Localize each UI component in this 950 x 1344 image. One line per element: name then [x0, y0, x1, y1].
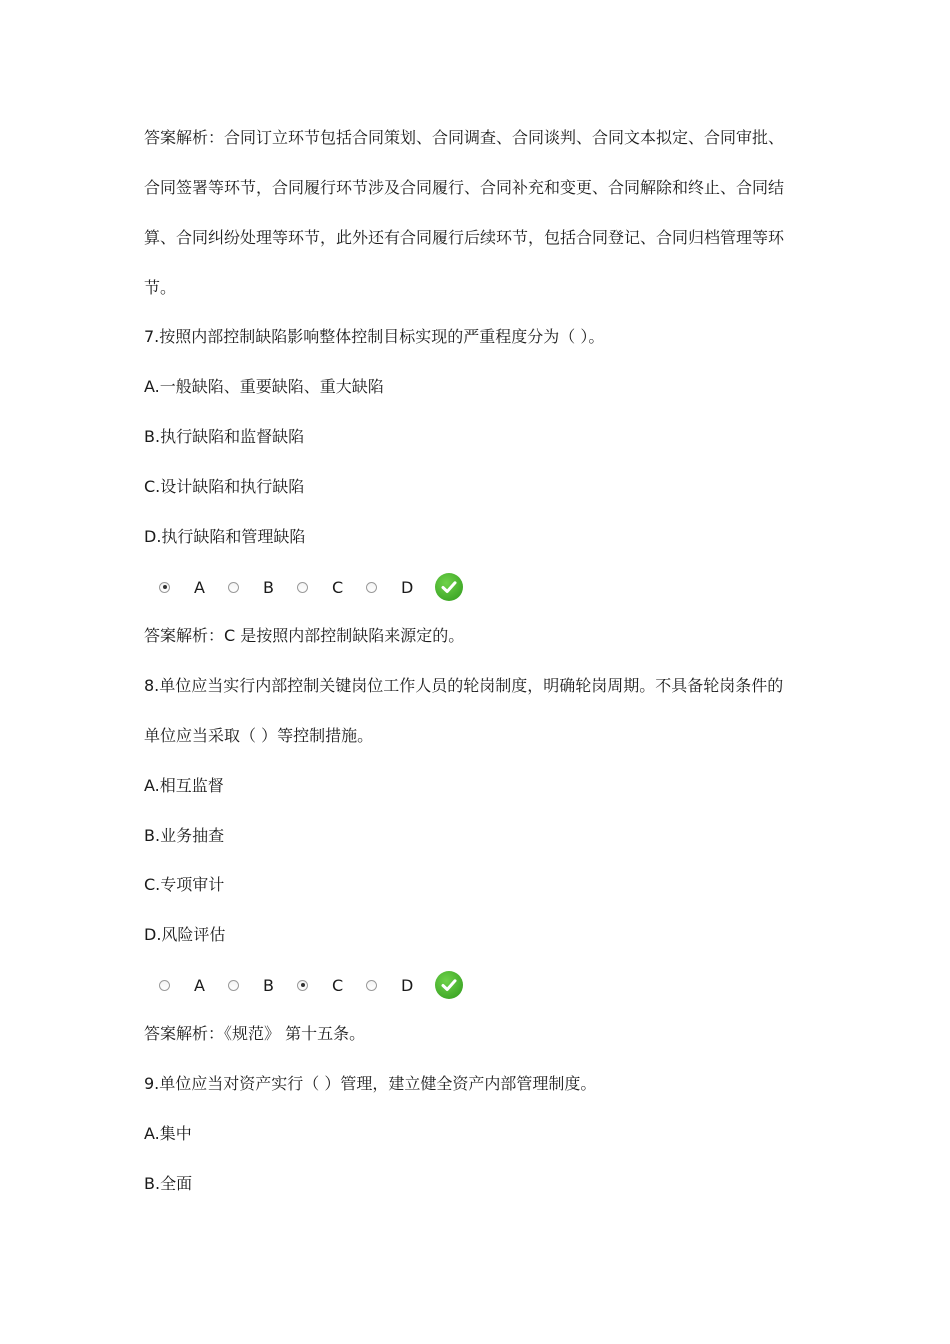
- radio-d[interactable]: [366, 980, 377, 991]
- choice-label: A: [194, 577, 205, 597]
- option-d: D.执行缺陷和管理缺陷: [144, 527, 306, 546]
- option-a: A.相互监督: [144, 776, 224, 795]
- option-a: A.集中: [144, 1124, 192, 1143]
- option-a: A.一般缺陷、重要缺陷、重大缺陷: [144, 377, 384, 396]
- question-stem: 9.单位应当对资产实行（ ）管理，建立健全资产内部管理制度。: [144, 1074, 597, 1093]
- analysis-line: 答案解析：合同订立环节包括合同策划、合同调查、合同谈判、合同文本拟定、合同审批、: [144, 128, 785, 147]
- choice-d[interactable]: [366, 976, 421, 995]
- radio-d[interactable]: [366, 582, 377, 593]
- choice-label: A: [194, 975, 205, 995]
- choice-a[interactable]: [159, 578, 214, 597]
- choice-label: C: [332, 975, 344, 995]
- choice-label: D: [401, 975, 414, 995]
- option-d: D.风险评估: [144, 925, 226, 944]
- radio-a[interactable]: [159, 980, 170, 991]
- correct-check-icon: [435, 573, 463, 601]
- choice-label: B: [263, 975, 274, 995]
- radio-c[interactable]: [297, 980, 308, 991]
- correct-check-icon: [435, 971, 463, 999]
- question-stem: 8.单位应当实行内部控制关键岗位工作人员的轮岗制度，明确轮岗周期。不具备轮岗条件的: [144, 676, 784, 695]
- choice-label: C: [332, 577, 344, 597]
- choice-b[interactable]: [228, 578, 283, 597]
- radio-c[interactable]: [297, 582, 308, 593]
- answer-analysis: 答案解析：《规范》 第十五条。: [144, 1024, 366, 1043]
- question-stem: 单位应当采取（ ）等控制措施。: [144, 726, 374, 745]
- choice-a[interactable]: [159, 976, 214, 995]
- radio-a[interactable]: [159, 582, 170, 593]
- radio-b[interactable]: [228, 980, 239, 991]
- option-c: C.设计缺陷和执行缺陷: [144, 477, 305, 496]
- answer-radio-group: [159, 970, 463, 1000]
- choice-label: B: [263, 577, 274, 597]
- choice-c[interactable]: [297, 578, 352, 597]
- answer-radio-group: [159, 572, 463, 602]
- analysis-line: 合同签署等环节，合同履行环节涉及合同履行、合同补充和变更、合同解除和终止、合同结: [144, 178, 785, 197]
- choice-b[interactable]: [228, 976, 283, 995]
- option-b: B.执行缺陷和监督缺陷: [144, 427, 305, 446]
- option-b: B.业务抽查: [144, 826, 225, 845]
- answer-analysis: 答案解析：C 是按照内部控制缺陷来源定的。: [144, 626, 465, 645]
- choice-c[interactable]: [297, 976, 352, 995]
- option-b: B.全面: [144, 1174, 193, 1193]
- analysis-line: 算、合同纠纷处理等环节，此外还有合同履行后续环节，包括合同登记、合同归档管理等环: [144, 228, 785, 247]
- choice-d[interactable]: [366, 578, 421, 597]
- analysis-line: 节。: [144, 278, 177, 297]
- radio-b[interactable]: [228, 582, 239, 593]
- option-c: C.专项审计: [144, 875, 225, 894]
- choice-label: D: [401, 577, 414, 597]
- question-stem: 7.按照内部控制缺陷影响整体控制目标实现的严重程度分为（ ）。: [144, 327, 605, 346]
